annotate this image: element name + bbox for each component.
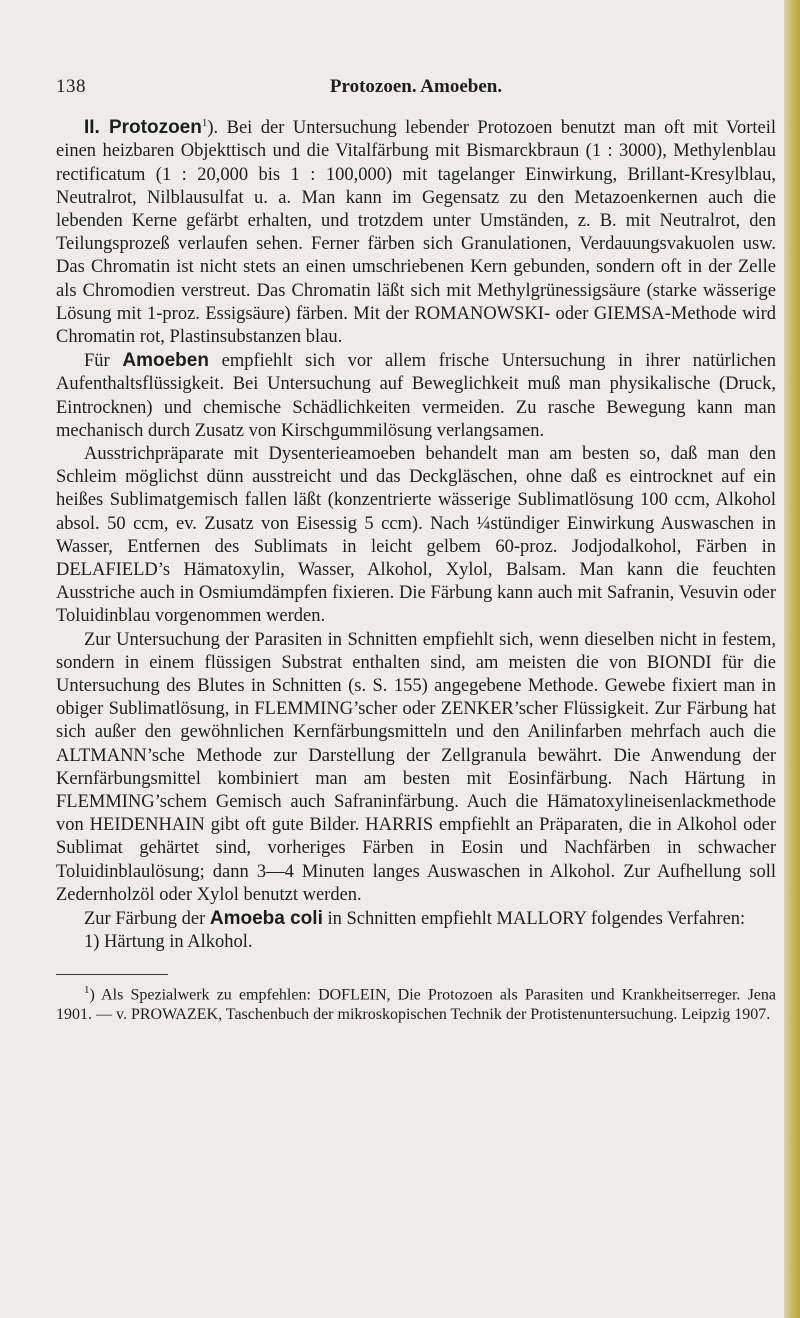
- paragraph-lead: Für: [84, 351, 110, 372]
- footnote: [56, 981, 776, 1024]
- section-heading: Amoeben: [122, 350, 209, 372]
- page-number: 138: [56, 76, 86, 97]
- footnote-mark: 1: [84, 984, 90, 997]
- footnote-separator: [56, 974, 168, 975]
- paragraph-text: Ausstrichpräparate mit Dysenterieamoeben behandelt man am besten so, daß man den Schleim möglichst dünn ausstreicht und das Deckgläschen, ohne daß es eintrocknet auf ein heißes Sublimatgemisch fallen läßt (konzentrierte wässerige Sublimatlösung 100 ccm, Alkohol absol. 50 ccm, ev. Zusatz von Eisessig 5 ccm). Nach ¼stündiger Einwirkung Auswaschen in Wasser, Entfernen des Sublimats in leicht gelbem 60-proz. Jodjodalkohol, Färben in DELAFIELD’s Hämatoxylin, Wasser, Alkohol, Xylol, Balsam. Man kann die feuchten Ausstriche auch in Osmiumdämpfen fixieren. Die Färbung kann auch mit Safranin, Vesuvin oder Toluidinblau vorgenommen werden.: [56, 444, 776, 627]
- page-edge: [784, 0, 800, 1318]
- paragraph-text: ). Bei der Untersuchung lebender Protozoen benutzt man oft mit Vorteil einen heizbaren Objekttisch und die Vitalfärbung mit Bismarckbraun (1 : 3000), Methylenblau rectificatum (1 : 20,000 bis 1 : 100,000) mit tagelanger Einwirkung, Brillant-Kresylblau, Neutralrot, Nilblausulfat u. a. Man kann im Gegensatz zu den Metazoenkernen auch die lebenden Kerne gefärbt erhalten, und trotzdem unter Umständen, z. B. mit Neutralrot, den Teilungsprozeß verlaufen sehen. Ferner färben sich Granulationen, Verdauungsvakuolen usw. Das Chromatin ist nicht stets an einen umschriebenen Kern gebunden, sondern oft in der Zelle als Chromodien verstreut. Das Chromatin läßt sich mit Methylgrünessigsäure (starke wässerige Lösung mit 1-proz. Essigsäure) färben. Mit der ROMANOWSKI- oder GIEMSA-Methode wird Chromatin rot, Plastinsubstanzen blau.: [56, 118, 776, 347]
- body-text: [56, 112, 776, 954]
- footnote-text: [56, 981, 776, 1024]
- running-title: Protozoen. Amoeben.: [329, 76, 503, 97]
- paragraph-amoeben: [56, 349, 776, 443]
- paragraph-text: 1) Härtung in Alkohol.: [84, 932, 253, 953]
- paragraph-amoeba-coli: [56, 907, 776, 931]
- paragraph-text: empfiehlt sich vor allem frische Untersuchung in ihrer natürlichen Aufenthaltsflüssigkeit. Bei Untersuchung auf Beweglichkeit muß man physikalische (Druck, Eintrocknen) und chemische Schädlichkeiten vermeiden. Zu rasche Bewegung kann man mechanisch durch Zusatz von Kirschgummilösung verlangsamen.: [56, 351, 777, 441]
- paragraph-text: in Schnitten empfiehlt MALLORY folgendes Verfahren:: [322, 909, 746, 930]
- list-item: [56, 931, 776, 954]
- footnote-body: ) Als Spezialwerk zu empfehlen: DOFLEIN, Die Protozoen als Parasiten und Krankheitserreger. Jena 1901. — v. PROWAZEK, Taschenbuch der mikroskopischen Technik der Protistenuntersuchung. Leipzig 1907.: [56, 986, 776, 1024]
- paragraph-protozoen: [56, 112, 776, 349]
- book-page: [56, 0, 776, 1025]
- footnote-ref: 1: [201, 117, 208, 129]
- section-heading: Amoeba coli: [209, 908, 323, 930]
- paragraph-text: Zur Untersuchung der Parasiten in Schnitten empfiehlt sich, wenn dieselben nicht in festem, sondern in einem flüssigen Substrat enthalten sind, am meisten die von BIONDI für die Untersuchung des Blutes in Schnitten (s. S. 155) angegebene Methode. Gewebe fixiert man in obiger Sublimatlösung, in FLEMMING’scher oder ZENKER’scher Flüssigkeit. Zur Färbung hat sich außer den gewöhnlichen Kernfärbungsmitteln und den Anilinfarben mehrfach auch die ALTMANN’sche Methode zur Darstellung der Zellgranula bewährt. Die Anwendung der Kernfärbungsmittel kombiniert man am besten mit Eosinfärbung. Nach Härtung in FLEMMING’schem Gemisch auch Safraninfärbung. Auch die Hämatoxylineisenlackmethode von HEIDENHAIN gibt oft gute Bilder. HARRIS empfiehlt an Präparaten, die in Alkohol oder Sublimat gehärtet sind, vorheriges Färben in Eosin und Nachfärben in schwacher Toluidinblaulösung; dann 3—4 Minuten langes Auswaschen in Alkohol. Zur Aufhellung soll Zedernholzöl oder Xylol benutzt werden.: [56, 629, 776, 905]
- paragraph-ausstrich: [56, 443, 776, 629]
- page-header: [56, 72, 776, 108]
- paragraph-lead: Zur Färbung der: [84, 909, 206, 930]
- paragraph-schnitte: [56, 629, 776, 907]
- section-heading: II. Protozoen: [84, 117, 202, 139]
